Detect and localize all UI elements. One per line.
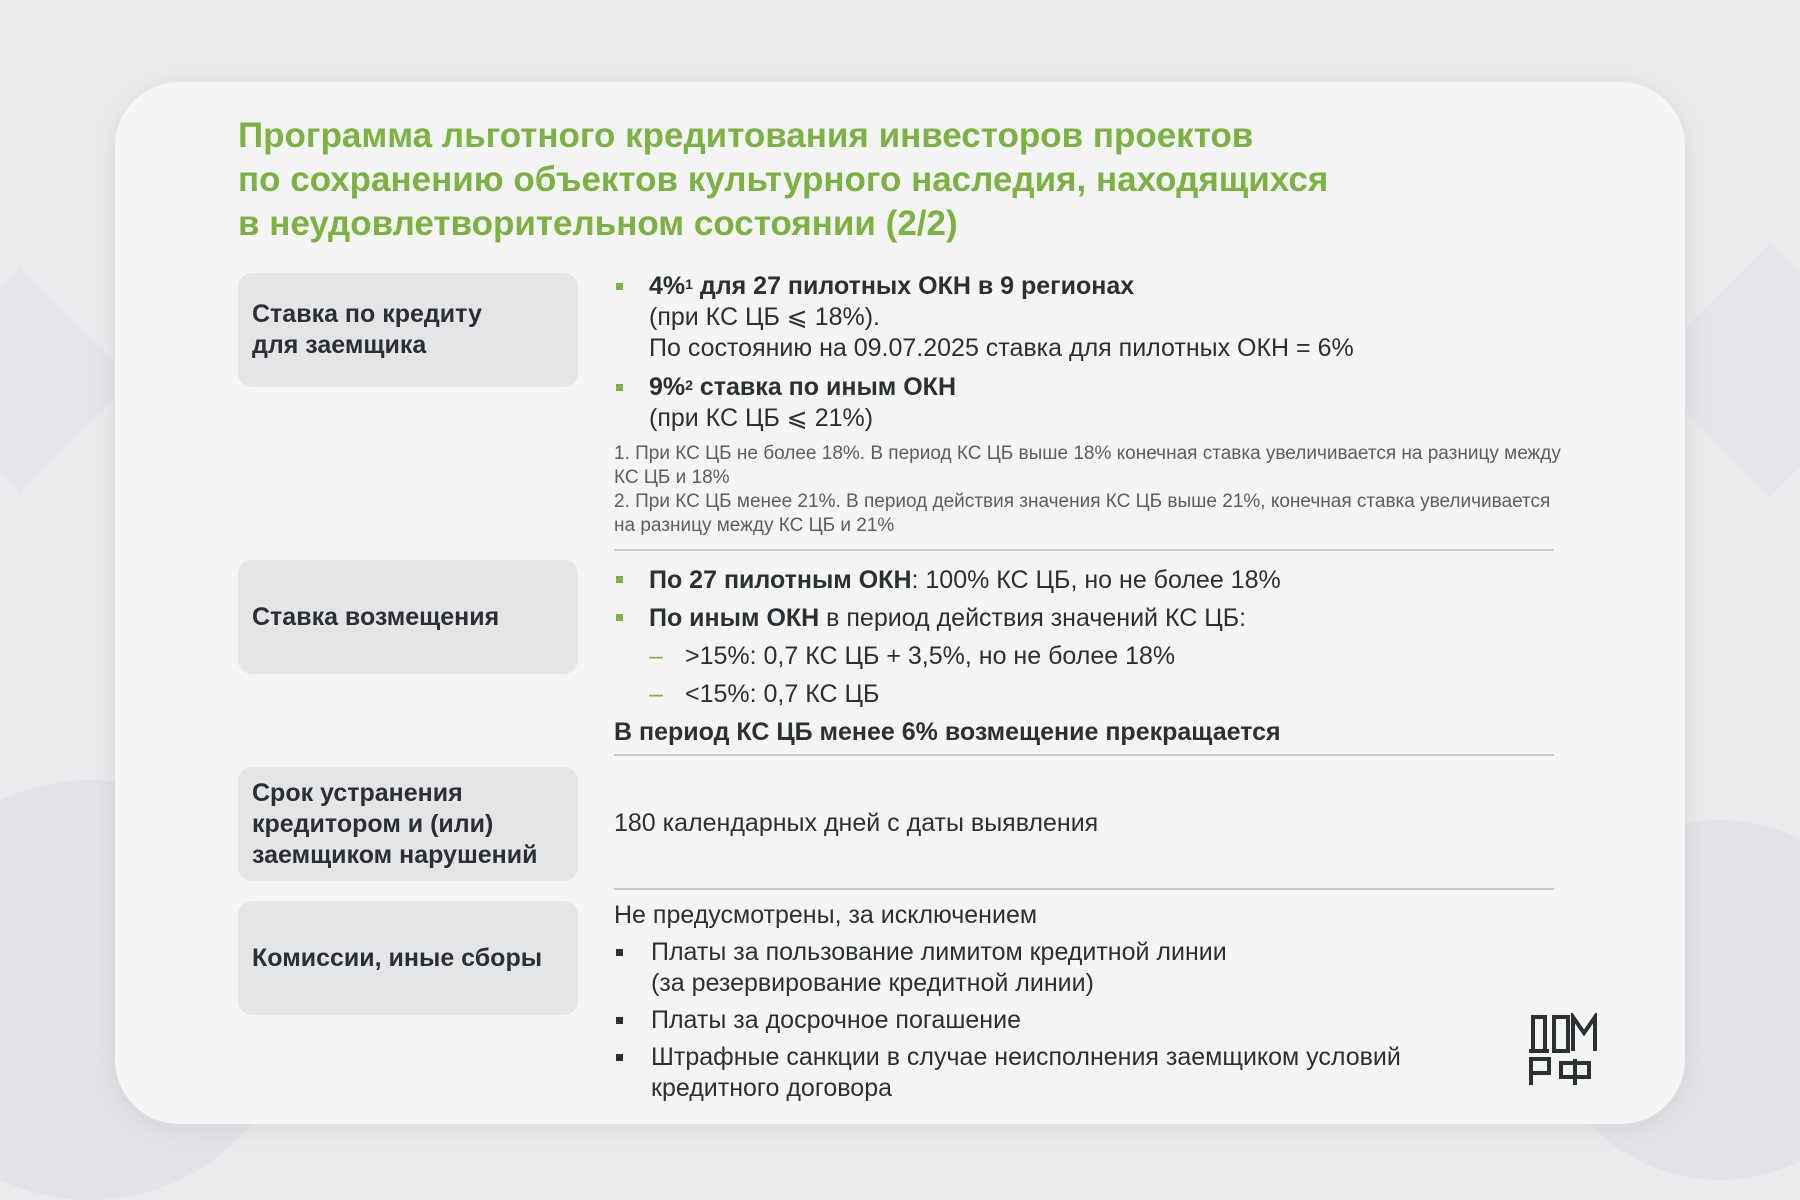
bullet-marker (616, 1054, 623, 1061)
fees-intro: Не предусмотрены, за исключением (614, 901, 1038, 929)
item-text: >15%: 0,7 КС ЦБ + 3,5%, но не более 18% (685, 642, 1176, 670)
item-text: кредитного договора (651, 1074, 893, 1102)
label-line: Срок устранения (252, 778, 463, 807)
list-item (614, 599, 1564, 637)
dash-marker: – (649, 680, 663, 708)
label-loan-rate (238, 273, 578, 387)
label-line: Ставка возмещения (252, 602, 500, 631)
dash-marker: – (649, 642, 663, 670)
label-line: Ставка по кредиту (252, 300, 482, 328)
item-text: Штрафные санкции в случае неисполнения заемщиком условий (651, 1043, 1401, 1071)
list-item (614, 372, 1564, 434)
list-item (614, 1005, 1564, 1036)
label-line: заемщиком нарушений (252, 840, 538, 869)
row-divider (614, 754, 1554, 756)
item-text: : 100% КС ЦБ, но не более 18% (911, 566, 1281, 594)
title-line: в неудовлетворительном состоянии (2/2) (238, 204, 958, 243)
list-item (614, 1042, 1564, 1104)
logo-graphic (1527, 1013, 1601, 1086)
fees-content (614, 900, 1564, 1104)
sub-list-item (614, 675, 1564, 713)
title-line: по сохранению объектов культурного наследия, находящихся (238, 160, 1329, 199)
row-divider (614, 549, 1554, 551)
rate-description: ставка по иным ОКН (692, 373, 956, 401)
bullet-marker (616, 949, 623, 956)
row-divider (614, 888, 1554, 890)
footnote-ref: 1 (685, 276, 693, 292)
bullet-marker (616, 614, 623, 621)
item-bold: По иным ОКН (649, 604, 820, 632)
item-bold: По 27 пилотным ОКН (649, 566, 912, 594)
list-item (614, 561, 1564, 599)
item-text: Платы за пользование лимитом кредитной линии (651, 938, 1227, 966)
bullet-marker (616, 576, 623, 583)
loan-rate-content (614, 271, 1564, 538)
label-line: кредитором и (или) (252, 809, 494, 838)
violation-term-text: 180 календарных дней с даты выявления (614, 809, 1099, 837)
item-text: (за резервирование кредитной линии) (651, 969, 1094, 997)
footnote: 2. При КС ЦБ менее 21%. В период действия значения КС ЦБ выше 21%, конечная ставка увеличивается на разницу между КС ЦБ и 21% (614, 491, 1551, 536)
label-violation-term (238, 767, 578, 881)
rate-value: 9% (649, 373, 686, 401)
bullet-marker (616, 1017, 623, 1024)
item-text: <15%: 0,7 КС ЦБ (685, 680, 880, 708)
rate-condition: (при КС ЦБ ⩽ 21%) (649, 404, 874, 432)
dom-rf-logo (1527, 1013, 1601, 1086)
background-shape (0, 267, 133, 493)
label-fees (238, 901, 578, 1015)
rate-condition: (при КС ЦБ ⩽ 18%). (649, 303, 881, 331)
footnote: 1. При КС ЦБ не более 18%. В период КС ЦБ выше 18% конечная ставка увеличивается на разницу между КС ЦБ и 18% (614, 443, 1561, 488)
label-compensation-rate (238, 560, 578, 674)
sub-list-item (614, 637, 1564, 675)
item-text: в период действия значений КС ЦБ: (819, 604, 1247, 632)
item-text: Платы за досрочное погашение (651, 1006, 1021, 1034)
bullet-marker (616, 384, 623, 391)
page-title (238, 114, 1538, 246)
compensation-note: В период КС ЦБ менее 6% возмещение прекращается (614, 718, 1281, 746)
footnote-ref: 2 (685, 377, 693, 393)
rate-description: для 27 пилотных ОКН в 9 регионах (692, 272, 1135, 300)
label-line: для заемщика (252, 331, 427, 359)
label-line: Комиссии, иные сборы (252, 943, 543, 972)
list-item (614, 937, 1564, 999)
rate-value: 4% (649, 272, 686, 300)
title-line: Программа льготного кредитования инвесторов проектов (238, 116, 1254, 155)
list-item (614, 271, 1564, 364)
compensation-content (614, 561, 1564, 751)
bullet-marker (616, 283, 623, 290)
rate-status: По состоянию на 09.07.2025 ставка для пилотных ОКН = 6% (649, 334, 1354, 362)
